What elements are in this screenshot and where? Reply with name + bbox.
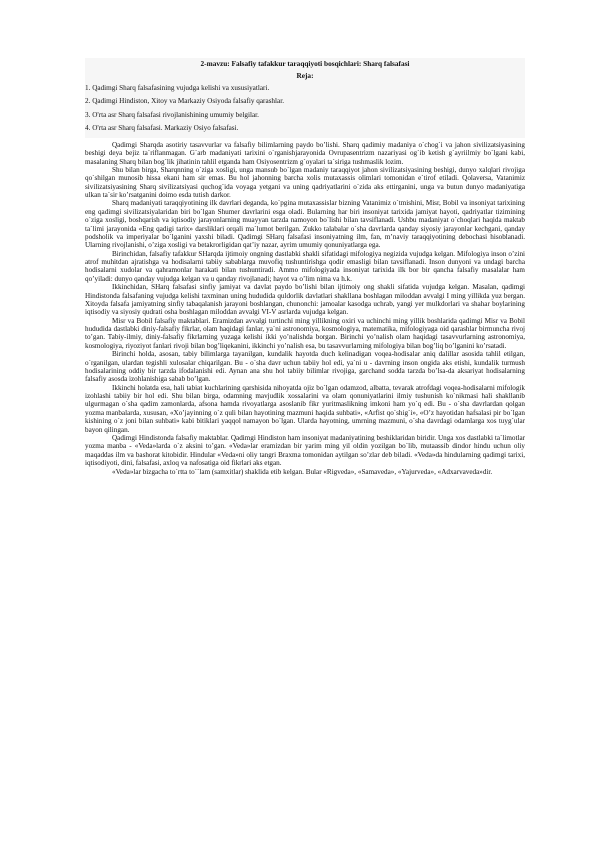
paragraph: Sharq madaniyati taraqqiyotining ilk davrlari deganda, ko`pgina mutaxassislar bizning Vatanimiz o`tmishini, Misr, Bobil va insoniyat tarixining eng qadimgi sivilizatsiyalaridan biri bo`lgan Shumer davrlarini esga oladi. Bularning har biri insoniyat tarixida jamiyat hayoti, qadriyatlar tizimining o`ziga xosligi, boshqarish va iqtisodiy jarayonlarning muayyan tarzda namoyon bo`lishi bilan tavsiflanadi. Ushbu madaniyat o`choqlari haqida maktab ta`limi jarayonida «Eng qadigi tarix» darsliklari orqali ma`lumot berilgan. Zukko talabalar o`sha davrlarda qanday siyosiy jarayonlar kechgani, qanday podsholik va imperiyalar bo`lganini yaxshi biladi. Qadimgi SHarq falsafasi insoniyatning ilm, fan, m’naviy taraqqiyotining debochasi hisoblanadi. Ularning rivojlanishi, o’ziga xosligi va betakrorligidan qat’iy nazar, ayrim umumiy qonuniyatlarga ega. [85,199,525,250]
paragraph: Qadimgi Sharqda asotiriy tasavvurlar va falsafiy bilimlarning paydo bo’lishi. Sharq qadimiy madaniya o`chog`i va jahon sivilizatsiyasining beshigi deya bejiz ta`riflanmagan. G`arb madaniyati tarixini o`rganishjarayonida Ovrupasentrizm nazariyasi og`ib ketish g`ayriilmiy bo`lgani kabi, masalaning Sharq bilan bog`lik jihatinin tahlil etganda ham Osiyosentrizm g`oyalari ta`siriga tushmaslik lozim. [85,140,525,166]
plan-item: 4. O'rta asr Sharq falsafasi. Markaziy Osiyo falsafasi. [85,124,239,133]
paragraph: Shu bilan birga, Sharqnning o`ziga xosligi, unga mansub bo`lgan madaniy taraqqiyot jahon sivilizatsiyasining beshigi, dunyo xalqlari rivojiga qo`shilgan munosib hissa ekani ham sir emas. Bu hol jahonning barcha xolis mutaxassis olimlari tomonidan e`tirof etiladi. Qolaversa, Vatanimiz sivilizatsiyasining Sharq sivilizatsiyasi quchog`ida voyaga yetgani va uning qadriyatlarini o`zida aks ettirganini, unga va butun dunyo madaniyatiga ulkan ta`sir ko’rsatganini doimo esda tutish darkor. [85,165,525,199]
paragraph: Ikkinchidan, SHarq falsafasi sinfiy jamiyat va davlat paydo bo’lishi bilan ijtimoiy ong shakli sifatida vujudga kelgan. Masalan, qadimgi Hindistonda falsafaning vujudga kelishi taxminan uning hududida quldorlik davlatlari shakllana boshlagan miloddan avvalgi I ming yillikda yuz bergan. Xitoyda falsafa jamiyatning sinfiy tabaqalanish jarayoni boshlangan, chunonchi: jamoalar kasodga uchrab, yangi yer mulkdorlari va shahar boylarining iqtisodiy va siyosiy qudrati osha boshlagan miloddan avvalgi VI-V asrlarda vujudga kelgan. [85,283,525,317]
paragraph: Qadimgi Hindistonda falsafiy maktablar. Qadimgi Hindiston ham insoniyat madaniyatining beshiklaridan biridir. Unga xos dastlabki ta`limotlar yozma manba - «Veda»larda o`z aksini to’gan. «Veda»lar eramizdan bir yarim ming yil oldin yozilgan bo`lib, mutaassib dindor hindu uchun oliy maqaddas ilm va bashorat kitobidir. Hindular «Veda»ni oliy tangri Braxma tomonidan aytilgan so’zlar deb biladi. «Veda»da hindularning qadimgi tarixi, iqtisodiyoti, dini, falsafasi, axloq va nafosatiga oid fikrlari aks etgan. [85,433,525,467]
paragraph: Ikkinchi holatda esa, hali tabiat kuchlarining qarshisida nihoyatda ojiz bo`lgan odamzod, albatta, tevarak atrofdagi voqea-hodisalarni mifologik izohlashi tabiiy bir hol edi. Shu bilan birga, odamning mavjudlik xossalarini va olam qonuniyatlarini ilmiy tushunish ko`nikmasi hali shakllanib ulgurmagan o`sha qadim zamonlarda, afsona hamda rivoyatlarga asoslanib fikr yuritmaslikning imkoni ham yo`q edi. Bu - o`sha davrlardan qolgan yozma manbalarda, xususan, «Xo’jayinning o`z quli bilan hayotining mazmuni haqida suhbati», «Arfist qo`shig`i», «O’z hayotidan hafsalasi pir bo`lgan kishining o`z joni bilan suhbati» kabi bitiklari yaqqol namayon bo`lgan. Ularda hayotning, umrning mazmuni, o`sha davrdagi odamlarga xos tuyg`ular bayon qilingan. [85,383,525,434]
plan-item: 3. O'rta asr Sharq falsafasi rivojlanishining umumiy belgilar. [85,110,259,119]
paragraph: Misr va Bobil falsafiy maktablari. Eramizdan avvalgi turtinchi ming yillikning oxiri va uchinchi ming yillik boshlarida qadimgi Misr va Bobil hududida dastlabki diniy-falsafiy fikrlar, olam haqidagi fanlar, ya`ni astronomiya, kosmologiya, matematika, mifologiyaga oid qarashlar birmuncha rivoj to’gan. Tabiy-ilmiy, diniy-falsafiy fikrlarning yuzaga kelishi ikki yo’nalishda borgan. Birinchi yo’nalish olam haqidagi tasavvurlarning astronomiya, kosmologiya, riyoziyot fanlari rivoji bilan bog’liqekanini, ikkinchi yo’nalish esa, bu tasavvurlarning mifologiya bilan bog’liq bo’lganini ko’rsatadi. [85,316,525,350]
plan-section [85,58,525,138]
paragraph: «Veda»lar bizgacha to`rtta to``lam (samxitlar) shaklida etib kelgan. Bular «Rigveda», «Samaveda», «Yajurveda», «Adxarvaveda»dir. [112,468,493,477]
plan-item: 2. Qadimgi Hindiston, Xitoy va Markaziy Osiyoda falsafiy qarashlar. [85,97,285,106]
plan-heading: Reja: [296,71,314,81]
paragraph: Birinchidan, falsafiy tafakkur SHarqda ijtimoiy ongning dastlabki shakli sifatidagi mifologiya negizida vujudga kelgan. Mifologiya inson o’zini atrof muhitdan ajratishga va hodisalarni tabiiy sabablarga muvofiq tushuntirishga qodir emasligi bilan tavsiflanadi. Inson dunyoni va undagi barcha hodisalarni xudolar va qahramonlar harakati bilan tushuntiradi. Ammo mifologiyada insoniyat tarixida ilk bor bir qancha falsafiy masalalar ham qo’yiladi: dunyo qanday vujudga kelgan va u qanday rivojlanadi; hayot va o’lim nima va h.k. [85,249,525,283]
document-page [85,58,525,477]
document-title: 2-mavzu: Falsafiy tafakkur taraqqiyoti bosqichlari: Sharq falsafasi [200,59,410,68]
plan-item: 1. Qadimgi Sharq falsafasining vujudga kelishi va xususiyatlari. [85,83,270,92]
paragraph: Birinchi holda, asosan, tabiy bilimlarga tayanilgan, kundalik hayotda duch kelinadigan voqea-hodisalar aniq dalillar asosida tahlil etilgan, o`rganilgan, ulardan tegishli xulosalar chiqarilgan. Bu - o`sha davr uchun tabiiy hol edi, ya`ni u - davrning inson ongida aks etishi, kundalik turmush hodisalarining oddiy bir tarzda ifodalanishi edi. Aynan ana shu hol tabiiy bilimlar rivojiga, garchand sodda tarzda bo’lsa-da aksariyat hodisalarning falsafiy asosda izohlanishiga sabab bo’lgan. [85,350,525,384]
